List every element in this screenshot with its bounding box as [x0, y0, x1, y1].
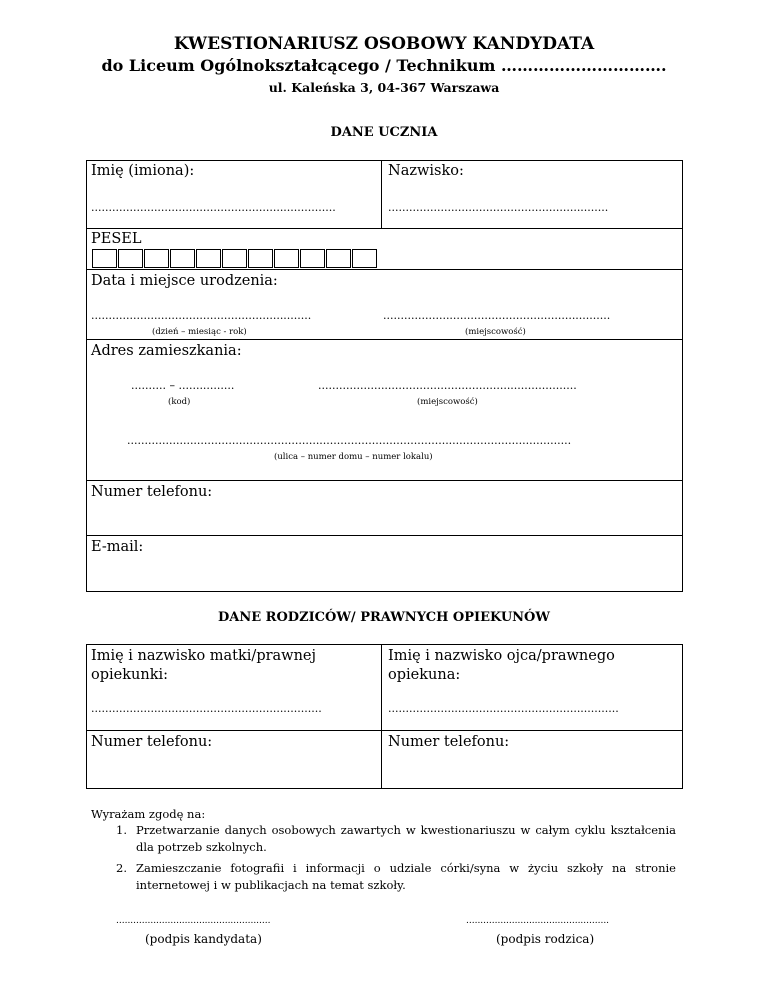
form-title: KWESTIONARIUSZ OSOBOWY KANDYDATA: [173, 34, 595, 54]
father-phone-label: Numer telefonu:: [388, 734, 510, 750]
address-label: Adres zamieszkania:: [91, 343, 242, 359]
mother-name-field[interactable]: ..................................................................: [91, 702, 322, 715]
student-phone-label: Numer telefonu:: [91, 484, 213, 500]
pesel-digit-box[interactable]: [92, 249, 117, 268]
pesel-digit-box[interactable]: [248, 249, 273, 268]
pesel-digit-box[interactable]: [300, 249, 325, 268]
birth-label: Data i miejsce urodzenia:: [91, 273, 278, 289]
last-name-label: Nazwisko:: [388, 163, 464, 179]
first-name-label: Imię (imiona):: [91, 163, 195, 179]
birth-place-hint: (miejscowość): [465, 327, 526, 337]
mother-name-label: Imię i nazwisko matki/prawnej opiekunki:: [91, 648, 317, 683]
pesel-digit-box[interactable]: [118, 249, 143, 268]
consent-item-photos: Zamieszczanie fotografii i informacji o udziale córki/syna w życiu szkoły na stronie internetowej i w publikacjach na temat szkoły.: [136, 861, 676, 892]
name-divider: [381, 160, 382, 229]
postal-code-hint: (kod): [168, 397, 191, 407]
consent-item-processing: Przetwarzanie danych osobowych zawartych w kwestionariuszu w całym cyklu kształcenia dla potrzeb szkolnych.: [136, 823, 676, 854]
father-name-field[interactable]: ..................................................................: [388, 702, 619, 715]
pesel-digit-box[interactable]: [352, 249, 377, 268]
street-hint: (ulica – numer domu – numer lokalu): [274, 452, 433, 462]
postal-code-field[interactable]: .......... – ................: [131, 379, 235, 392]
candidate-signature-label: (podpis kandydata): [145, 932, 262, 946]
consent-intro: Wyrażam zgodę na:: [91, 807, 206, 821]
city-field[interactable]: ..........................................................................: [318, 379, 577, 392]
student-data-table: [86, 160, 683, 592]
parent-signature-label: (podpis rodzica): [496, 932, 595, 946]
pesel-digit-box[interactable]: [144, 249, 169, 268]
city-hint: (miejscowość): [417, 397, 478, 407]
pesel-digit-box[interactable]: [222, 249, 247, 268]
last-name-field[interactable]: ...............................................................: [388, 201, 609, 214]
father-name-label: Imię i nazwisko ojca/prawnego opiekuna:: [388, 648, 615, 683]
form-subtitle: do Liceum Ogólnokształcącego / Technikum ………………………….: [101, 56, 667, 75]
consent-item-number: 2.: [116, 861, 127, 875]
mother-phone-label: Numer telefonu:: [91, 734, 213, 750]
school-address: ul. Kaleńska 3, 04-367 Warszawa: [268, 80, 500, 95]
pesel-digit-box[interactable]: [274, 249, 299, 268]
birth-date-field[interactable]: ...............................................................: [91, 309, 312, 322]
student-email-label: E-mail:: [91, 539, 144, 555]
parent-signature-field[interactable]: ..................................................: [466, 916, 610, 926]
pesel-label: PESEL: [91, 231, 142, 247]
pesel-field[interactable]: [92, 249, 378, 268]
pesel-digit-box[interactable]: [326, 249, 351, 268]
first-name-field[interactable]: ......................................................................: [91, 201, 336, 214]
birth-place-field[interactable]: .................................................................: [383, 309, 611, 322]
pesel-digit-box[interactable]: [196, 249, 221, 268]
consent-item-number: 1.: [116, 823, 127, 837]
birth-date-hint: (dzień – miesiąc - rok): [152, 327, 247, 337]
section-title-parents: DANE RODZICÓW/ PRAWNYCH OPIEKUNÓW: [218, 610, 550, 625]
candidate-signature-field[interactable]: ......................................................: [116, 916, 271, 926]
street-field[interactable]: ...............................................................................................................................: [127, 434, 572, 447]
pesel-digit-box[interactable]: [170, 249, 195, 268]
section-title-student: DANE UCZNIA: [330, 125, 438, 140]
